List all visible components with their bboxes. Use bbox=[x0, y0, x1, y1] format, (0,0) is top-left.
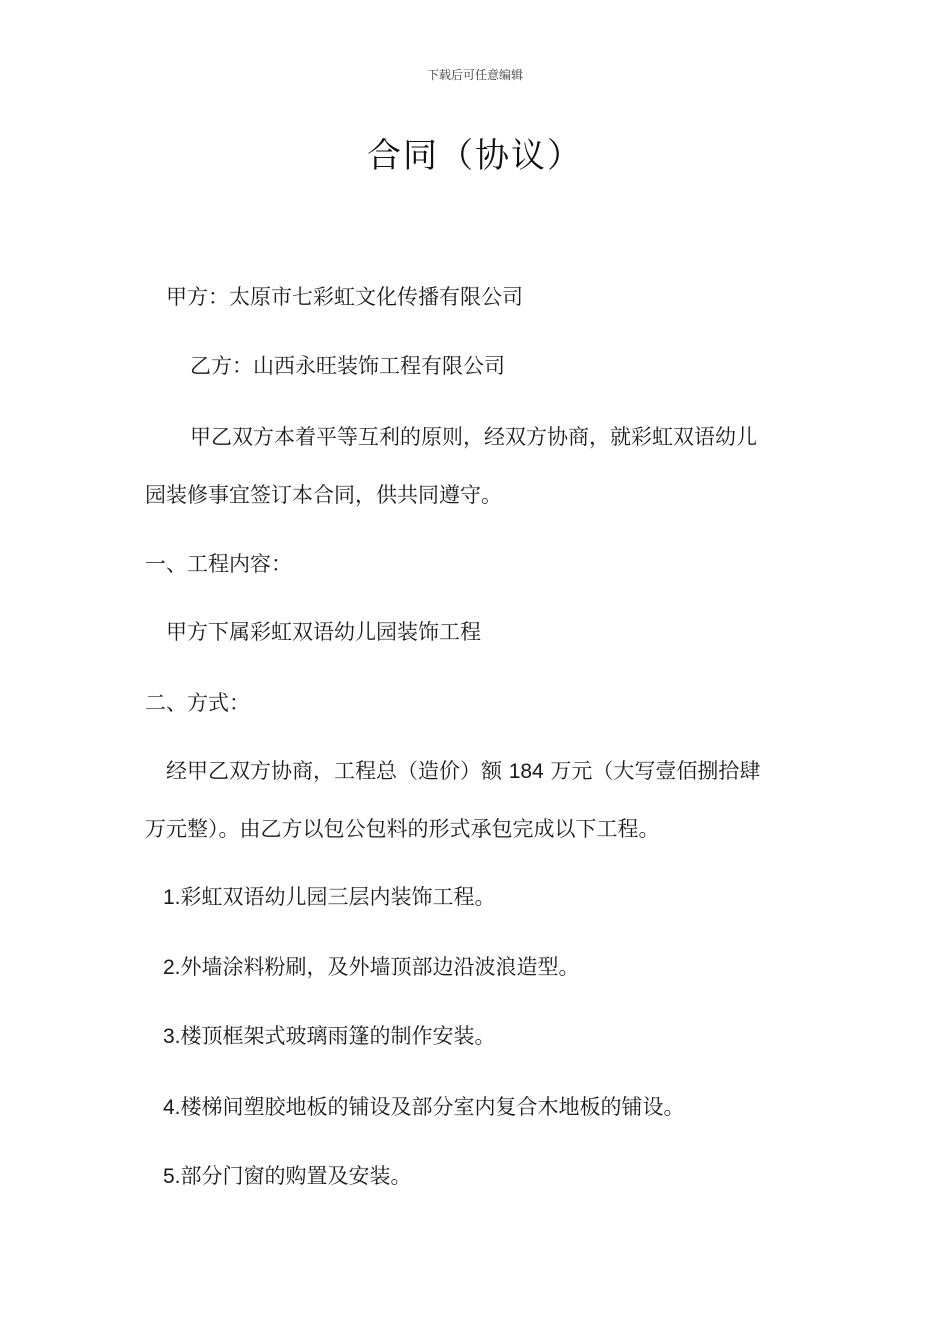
list-item-text: 部分门窗的购置及安装。 bbox=[180, 1164, 412, 1188]
document-title: 合同（协议） bbox=[367, 136, 583, 176]
section-2-line-1-post: 万元（大写壹佰捌拾肆 bbox=[550, 759, 761, 783]
section-2-line-1-pre: 经甲乙双方协商，工程总（造价）额 bbox=[166, 759, 502, 783]
party-a-line: 甲方：太原市七彩虹文化传播有限公司 bbox=[166, 285, 523, 309]
list-item bbox=[163, 1020, 496, 1050]
list-item-number: 2. bbox=[163, 956, 181, 979]
section-1-heading: 一、工程内容： bbox=[145, 552, 292, 576]
list-item-text: 彩虹双语幼儿园三层内装饰工程。 bbox=[180, 885, 496, 909]
contract-amount: 184 bbox=[508, 760, 544, 783]
list-item-number: 1. bbox=[163, 886, 181, 909]
header-note: 下载后可任意编辑 bbox=[426, 68, 523, 82]
list-item-text: 外墙涂料粉刷，及外墙顶部边沿波浪造型。 bbox=[180, 955, 580, 979]
section-2-line-1 bbox=[166, 755, 760, 785]
section-2-line-2: 万元整）。由乙方以包公包料的形式承包完成以下工程。 bbox=[145, 817, 660, 841]
list-item bbox=[163, 951, 580, 981]
party-b-line: 乙方：山西永旺装饰工程有限公司 bbox=[190, 354, 505, 378]
section-2-heading: 二、方式： bbox=[145, 691, 250, 715]
section-1-body: 甲方下属彩虹双语幼儿园装饰工程 bbox=[166, 620, 481, 644]
list-item bbox=[163, 1091, 685, 1121]
list-item bbox=[163, 1160, 412, 1190]
list-item-text: 楼顶框架式玻璃雨篷的制作安装。 bbox=[180, 1024, 496, 1048]
list-item-number: 4. bbox=[163, 1096, 181, 1119]
list-item bbox=[163, 881, 496, 911]
intro-line-2: 园装修事宜签订本合同，供共同遵守。 bbox=[145, 483, 502, 507]
list-item-number: 5. bbox=[163, 1165, 181, 1188]
list-item-number: 3. bbox=[163, 1025, 181, 1048]
intro-line-1: 甲乙双方本着平等互利的原则，经双方协商，就彩虹双语幼儿 bbox=[190, 425, 757, 449]
list-item-text: 楼梯间塑胶地板的铺设及部分室内复合木地板的铺设。 bbox=[180, 1095, 685, 1119]
